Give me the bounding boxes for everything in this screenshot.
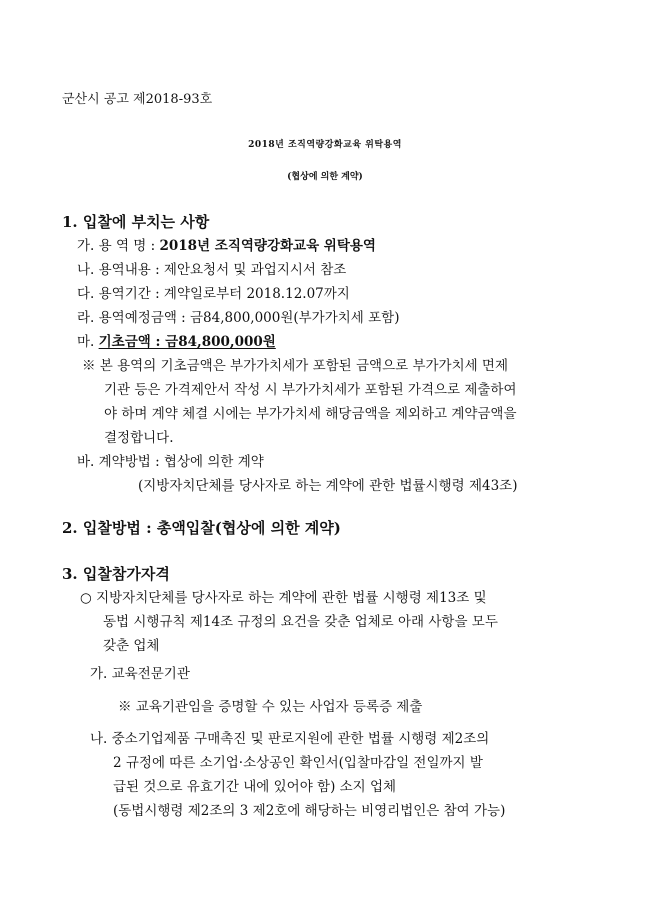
education-institution-note: ※ 교육기관임을 증명할 수 있는 사업자 등록증 제출	[118, 699, 423, 715]
item-education-institution: 가. 교육전문기관	[90, 666, 190, 682]
qualification-line-3: 갖춘 업체	[103, 638, 160, 654]
qualification-line-2: 동법 시행규칙 제14조 규정의 요건을 갖춘 업체로 아래 사항을 모두	[103, 614, 498, 630]
item-service-name-value: 2018년 조직역량강화교육 위탁용역	[159, 238, 376, 254]
small-business-line-1: 나. 중소기업제품 구매촉진 및 판로지원에 관한 법률 시행령 제2조의	[90, 731, 490, 747]
section-2-heading: 2. 입찰방법 : 총액입찰(협상에 의한 계약)	[62, 519, 341, 537]
vat-note-line-2: 기관 등은 가격제안서 작성 시 부가가치세가 포함된 가격으로 제출하여	[104, 382, 517, 398]
item-contract-method: 바. 계약방법 : 협상에 의한 계약	[77, 454, 264, 470]
qualification-line-1: ○ 지방자치단체를 당사자로 하는 계약에 관한 법률 시행령 제13조 및	[80, 590, 487, 606]
item-estimated-amount: 라. 용역예정금액 : 금84,800,000원(부가가치세 포함)	[77, 310, 400, 326]
vat-note-line-3: 야 하며 계약 체결 시에는 부가가치세 해당금액을 제외하고 계약금액을	[104, 406, 517, 422]
contract-method-note: (지방자치단체를 당사자로 하는 계약에 관한 법률시행령 제43조)	[138, 478, 518, 494]
small-business-line-2: 2 규정에 따른 소기업·소상공인 확인서(입찰마감일 전일까지 발	[113, 755, 483, 771]
item-base-amount	[77, 332, 276, 352]
vat-note-line-1: ※ 본 용역의 기초금액은 부가가치세가 포함된 금액으로 부가가치세 면제	[82, 358, 509, 374]
item-base-amount-label: 마.	[77, 334, 99, 350]
section-1-heading: 1. 입찰에 부치는 사항	[62, 213, 210, 231]
item-service-name	[77, 236, 376, 256]
small-business-line-4: (동법시행령 제2조의 3 제2호에 해당하는 비영리법인은 참여 가능)	[113, 803, 506, 819]
vat-note-line-4: 결정합니다.	[104, 430, 174, 446]
document-title: 2018년 조직역량강화교육 위탁용역	[248, 140, 402, 150]
document-subtitle: (협상에 의한 계약)	[287, 172, 363, 182]
section-3-heading: 3. 입찰참가자격	[62, 565, 170, 583]
item-base-amount-value: 기초금액 : 금84,800,000원	[98, 334, 276, 350]
item-service-name-label: 가. 용 역 명 :	[77, 238, 160, 254]
item-service-content: 나. 용역내용 : 제안요청서 및 과업지시서 참조	[77, 262, 347, 278]
notice-number: 군산시 공고 제2018-93호	[62, 92, 213, 107]
item-service-period: 다. 용역기간 : 계약일로부터 2018.12.07까지	[77, 286, 350, 302]
small-business-line-3: 급된 것으로 유효기간 내에 있어야 함) 소지 업체	[113, 779, 397, 795]
